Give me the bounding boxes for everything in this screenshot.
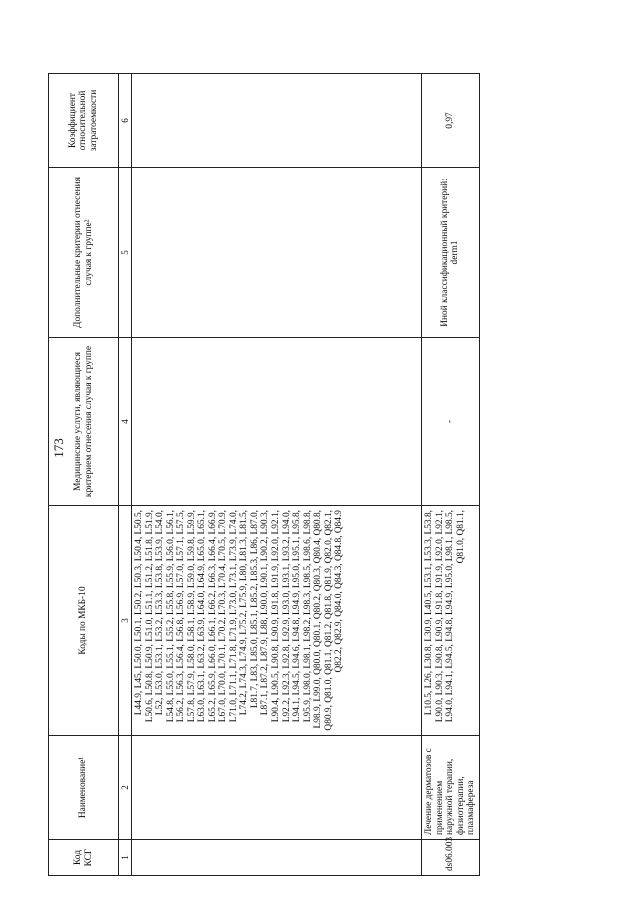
column-number: 1	[119, 840, 132, 876]
header-name: Наименование¹	[49, 736, 119, 840]
name-cell: Лечение дерматозов с применением наружной терапии, физиотерапии, плазмафереза	[422, 736, 480, 840]
column-number-row	[119, 74, 132, 876]
header-row	[49, 74, 119, 876]
column-number: 6	[119, 74, 132, 168]
icd-codes-cell: L44.9, L45, L50.0, L50.1, L50.2, L50.3, L50.4, L50.5, L50.6, L50.8, L50.9, L51.0, L51.1, L51.2, L51.8, L51.9, L52, L53.0, L53.1, L53.2, L53.3, L53.8, L53.9, L54.0, L54.8, L55.0, L55.1, L55.2, L55.8, L55.9, L56.0, L56.1, L56.2, L56.3, L56.4, L56.8, L56.9, L57.0, L57.1, L57.5, L57.8, L57.9, L58.0, L58.1, L58.9, L59.0, L59.8, L59.9, L63.0, L63.1, L63.2, L63.9, L64.0, L64.9, L65.0, L65.1, L65.2, L65.9, L66.0, L66.1, L66.2, L66.3, L66.4, L66.9, L67.0, L70.0, L70.1, L70.2, L70.3, L70.4, L70.5, L70.9, L71.0, L71.1, L71.8, L71.9, L73.0, L73.1, L73.9, L74.0, L74.2, L74.3, L74.9, L75.2, L75.9, L80, L81.3, L81.5, L81.7, L83, L85.0, L85.1, L85.2, L85.3, L86, L87.0, L87.1, L87.2, L87.9, L88, L90.0, L90.1, L90.2, L90.3, L90.4, L90.5, L90.8, L90.9, L91.8, L91.9, L92.0, L92.1, L92.2, L92.3, L92.8, L92.9, L93.0, L93.1, L93.2, L94.0, L94.1, L94.5, L94.6, L94.8, L94.9, L95.0, L95.1, L95.8, L95.9, L98.0, L98.1, L98.2, L98.3, L98.5, L98.6, L98.8, L98.9, L99.0, Q80.0, Q80.1, Q80.2, Q80.3, Q80.4, Q80.8, Q80.9, Q81.0, Q81.1, Q81.2, Q81.8, Q81.9, Q82.0, Q82.1, Q82.2, Q82.9, Q84.0, Q84.3, Q84.8, Q84.9	[132, 506, 422, 736]
services-cell: -	[422, 338, 480, 506]
page-number: 173	[51, 438, 66, 458]
header-code: Код КСГ	[49, 840, 119, 876]
header-criteria: Дополнительные критерии отнесения случая к группе²	[49, 168, 119, 338]
criteria-cell: Иной классификационный критерий: derm1	[422, 168, 480, 338]
services-cell	[132, 338, 422, 506]
header-coef: Коэффициент относительной затратоемкости	[49, 74, 119, 168]
coef-cell: 0,97	[422, 74, 480, 168]
ksg-code-cell: ds06.003	[422, 840, 480, 876]
column-number: 3	[119, 506, 132, 736]
ksg-table	[48, 73, 480, 876]
header-icd: Коды по МКБ-10	[49, 506, 119, 736]
rotated-table-container	[48, 74, 526, 876]
column-number: 4	[119, 338, 132, 506]
coef-cell	[132, 74, 422, 168]
column-number: 5	[119, 168, 132, 338]
ksg-code-cell	[132, 840, 422, 876]
table-row	[422, 74, 480, 876]
icd-codes-cell: L10.5, L26, L30.8, L30.9, L40.5, L53.1, L53.3, L53.8, L90.0, L90.3, L90.8, L90.9, L91.8, L91.9, L92.0, L92.1, L94.0, L94.1, L94.5, L94.8, L94.9, L95.0, L98.1, L98.5, Q81.0, Q81.1,	[422, 506, 480, 736]
criteria-cell	[132, 168, 422, 338]
table-row	[132, 74, 422, 876]
column-number: 2	[119, 736, 132, 840]
name-cell	[132, 736, 422, 840]
header-services: Медицинские услуги, являющиеся критерием отнесения случая к группе	[49, 338, 119, 506]
